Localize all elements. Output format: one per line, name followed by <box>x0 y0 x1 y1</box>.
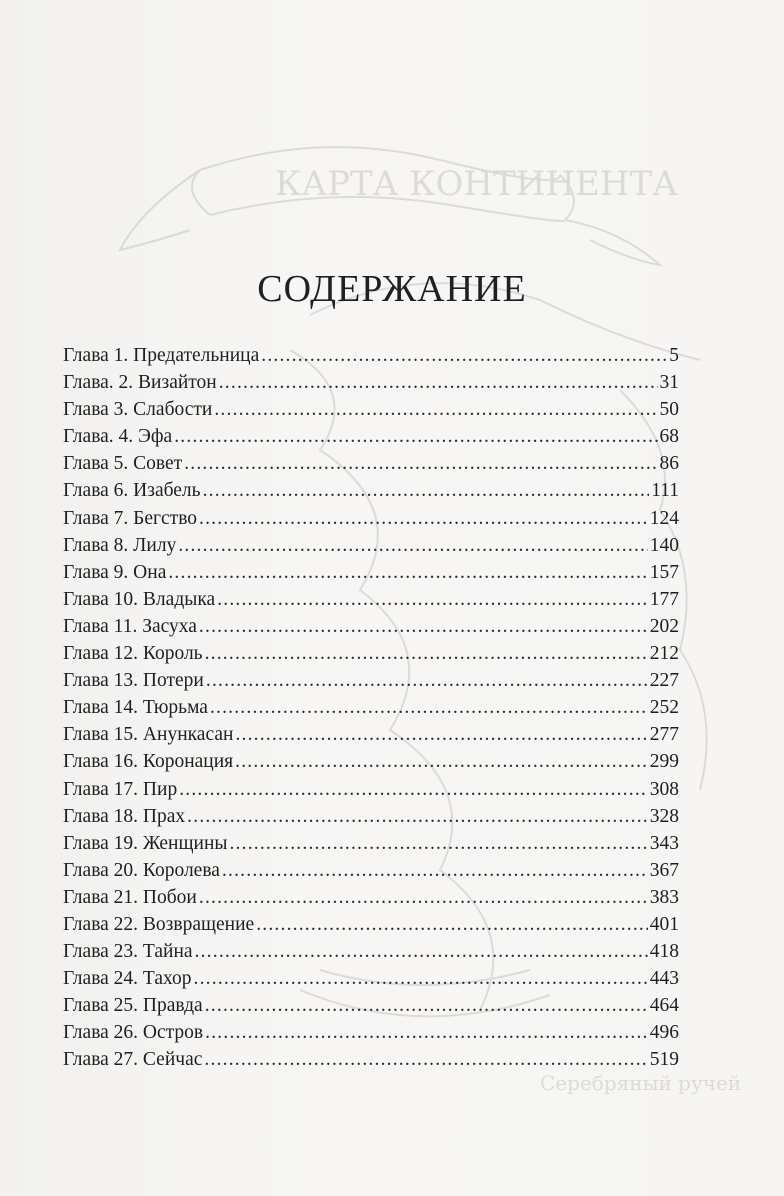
toc-leader-dots <box>205 1019 648 1046</box>
toc-entry <box>63 721 679 748</box>
toc-entry <box>63 559 679 586</box>
toc-entry <box>63 505 679 532</box>
toc-entry-page-number: 212 <box>649 643 679 665</box>
toc-entry-label: Глава 5. Совет <box>63 453 183 475</box>
toc-entry-page-number: 343 <box>649 832 679 854</box>
toc-entry <box>63 640 679 667</box>
toc-entry-label: Глава 7. Бегство <box>63 507 198 529</box>
toc-entry-label: Глава 24. Тахор <box>63 968 192 990</box>
toc-leader-dots <box>214 396 657 423</box>
toc-entry <box>63 748 679 775</box>
toc-entry-page-number: 31 <box>659 372 679 394</box>
toc-entry-label: Глава 8. Лилу <box>63 534 177 556</box>
toc-entry-label: Глава 10. Владыка <box>63 588 216 610</box>
toc-entry <box>63 776 679 803</box>
toc-entry-page-number: 50 <box>659 399 679 421</box>
toc-leader-dots <box>184 450 657 477</box>
toc-entry-label: Глава 25. Правда <box>63 995 203 1017</box>
toc-leader-dots <box>199 505 648 532</box>
toc-leader-dots <box>204 1046 647 1073</box>
toc-leader-dots <box>174 423 657 450</box>
toc-leader-dots <box>261 342 667 369</box>
toc-entry <box>63 965 679 992</box>
toc-leader-dots <box>187 803 648 830</box>
toc-entry-label: Глава 14. Тюрьма <box>63 697 208 719</box>
toc-entry-page-number: 5 <box>669 345 679 366</box>
toc-entry-label: Глава 17. Пир <box>63 778 178 800</box>
toc-entry-label: Глава 12. Король <box>63 643 203 665</box>
toc-entry-page-number: 418 <box>649 941 679 963</box>
toc-entry-label: Глава 26. Остров <box>63 1022 204 1044</box>
toc-entry <box>63 1019 679 1046</box>
toc-entry <box>63 830 679 857</box>
toc-leader-dots <box>179 776 648 803</box>
page-title: СОДЕРЖАНИЕ <box>257 268 527 311</box>
toc-entry-page-number: 367 <box>649 859 679 881</box>
toc-leader-dots <box>222 857 648 884</box>
toc-entry <box>63 938 679 965</box>
toc-entry <box>63 532 679 559</box>
toc-leader-dots <box>210 694 648 721</box>
toc-leader-dots <box>194 965 648 992</box>
toc-entry-page-number: 177 <box>649 588 679 610</box>
table-of-contents <box>63 342 679 1074</box>
toc-entry-label: Глава. 4. Эфа <box>63 426 173 448</box>
toc-entry-page-number: 383 <box>649 886 679 908</box>
toc-entry-label: Глава 13. Потери <box>63 670 204 692</box>
map-title-watermark: КАРТА КОНТИНЕНТА <box>275 164 678 204</box>
toc-entry-page-number: 496 <box>649 1022 679 1044</box>
toc-entry-label: Глава 15. Анункасан <box>63 724 234 746</box>
toc-entry-page-number: 227 <box>649 670 679 692</box>
toc-entry-label: Глава 3. Слабости <box>63 399 213 421</box>
toc-entry <box>63 1046 679 1073</box>
toc-leader-dots <box>235 748 648 775</box>
toc-entry <box>63 396 679 423</box>
toc-entry <box>63 450 679 477</box>
map-label-watermark: Серебряный ручей <box>540 1071 742 1095</box>
toc-leader-dots <box>205 640 648 667</box>
toc-entry <box>63 884 679 911</box>
toc-leader-dots <box>235 721 647 748</box>
toc-leader-dots <box>229 830 647 857</box>
toc-entry-page-number: 157 <box>649 561 679 583</box>
toc-entry-label: Глава 1. Предательница <box>63 345 260 366</box>
toc-entry-page-number: 124 <box>649 507 679 529</box>
toc-leader-dots <box>217 586 648 613</box>
toc-leader-dots <box>203 477 650 504</box>
toc-leader-dots <box>168 559 647 586</box>
toc-leader-dots <box>199 884 648 911</box>
toc-leader-dots <box>178 532 647 559</box>
toc-entry <box>63 369 679 396</box>
toc-entry-label: Глава 9. Она <box>63 561 167 583</box>
toc-leader-dots <box>206 667 648 694</box>
toc-entry-label: Глава 21. Побои <box>63 886 197 908</box>
toc-leader-dots <box>205 992 648 1019</box>
toc-entry-page-number: 202 <box>649 615 679 637</box>
toc-entry <box>63 803 679 830</box>
toc-entry-label: Глава 22. Возвращение <box>63 913 255 935</box>
toc-entry-page-number: 86 <box>659 453 679 475</box>
toc-entry <box>63 694 679 721</box>
toc-entry-label: Глава 27. Сейчас <box>63 1049 203 1071</box>
toc-entry <box>63 613 679 640</box>
toc-entry-page-number: 277 <box>649 724 679 746</box>
toc-leader-dots <box>199 613 648 640</box>
toc-entry-page-number: 443 <box>649 968 679 990</box>
toc-leader-dots <box>195 938 648 965</box>
toc-entry-label: Глава 23. Тайна <box>63 941 193 963</box>
toc-entry-page-number: 68 <box>659 426 679 448</box>
toc-entry-page-number: 328 <box>649 805 679 827</box>
toc-entry-page-number: 111 <box>651 480 679 502</box>
toc-entry-label: Глава 20. Королева <box>63 859 220 881</box>
toc-entry <box>63 423 679 450</box>
toc-entry <box>63 667 679 694</box>
toc-entry-label: Глава 18. Прах <box>63 805 186 827</box>
toc-entry <box>63 992 679 1019</box>
toc-entry-page-number: 464 <box>649 995 679 1017</box>
toc-entry <box>63 911 679 938</box>
toc-entry-page-number: 519 <box>649 1049 679 1071</box>
toc-entry-label: Глава 6. Изабель <box>63 480 201 502</box>
toc-leader-dots <box>219 369 658 396</box>
toc-entry <box>63 342 679 369</box>
toc-entry-label: Глава. 2. Визайтон <box>63 372 217 394</box>
toc-entry-page-number: 299 <box>649 751 679 773</box>
toc-entry-page-number: 401 <box>649 913 679 935</box>
toc-leader-dots <box>256 911 648 938</box>
toc-entry-label: Глава 16. Коронация <box>63 751 234 773</box>
toc-entry <box>63 586 679 613</box>
toc-entry <box>63 477 679 504</box>
toc-entry <box>63 857 679 884</box>
toc-entry-page-number: 140 <box>649 534 679 556</box>
toc-entry-page-number: 308 <box>649 778 679 800</box>
toc-entry-label: Глава 11. Засуха <box>63 615 197 637</box>
toc-entry-label: Глава 19. Женщины <box>63 832 228 854</box>
toc-entry-page-number: 252 <box>649 697 679 719</box>
